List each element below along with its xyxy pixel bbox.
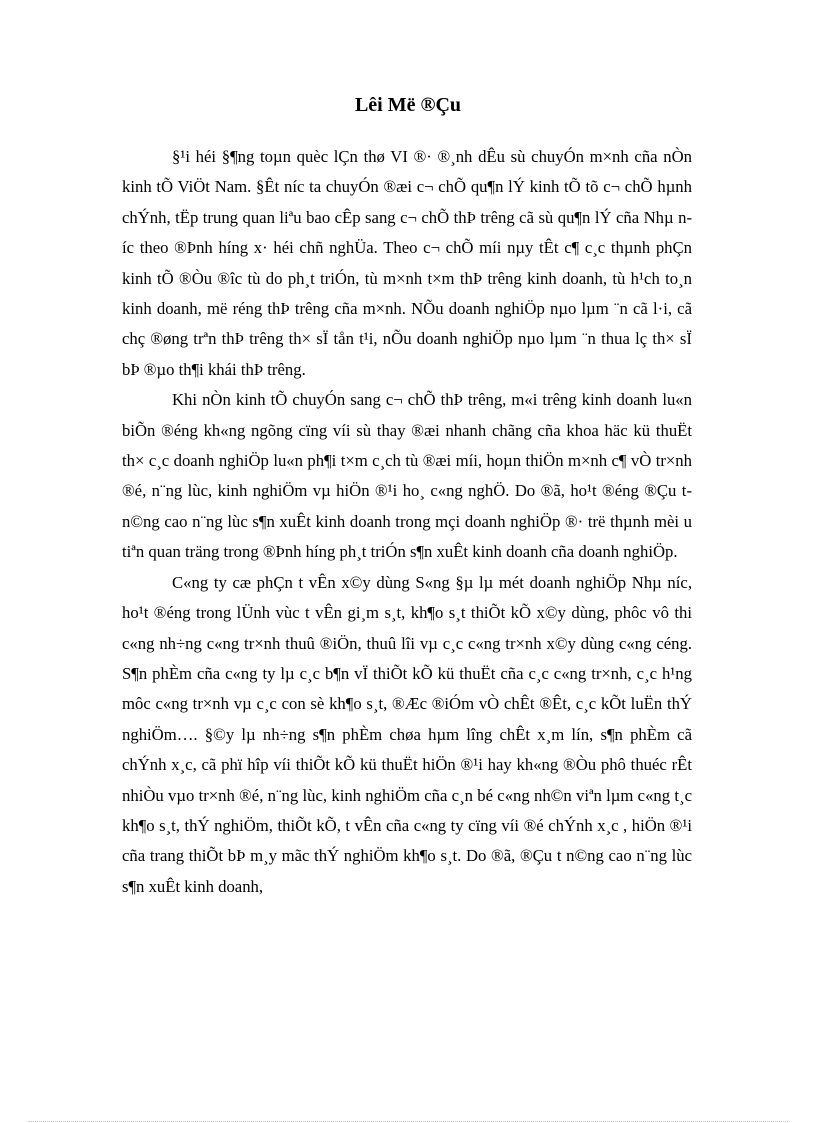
body-text <box>122 142 692 902</box>
page-bottom-divider <box>28 1121 788 1122</box>
paragraph-3: C«ng ty cæ phÇn t vÊn x©y dùng S«ng §µ lµ mét doanh nghiÖp Nhµ níc, ho¹t ®éng trong lÜnh vùc t vÊn gi¸m s¸t, kh¶o s¸t thiÕt kÕ x©y dùng, phôc vô thi c«ng nh÷ng c«ng tr×nh thuû ®iÖn, thuû lîi vµ c¸c c«ng tr×nh x©y dùng c«ng céng. S¶n phÈm cña c«ng ty lµ c¸c b¶n vÏ thiÕt kÕ kü thuËt cña c¸c c«ng tr×nh, c¸c h¹ng môc c«ng tr×nh vµ c¸c con sè kh¶o s¸t, ®Æc ®iÓm vÒ chÊt ®Êt, c¸c kÕt luËn thÝ nghiÖm…. §©y lµ nh÷ng s¶n phÈm chøa hµm lîng chÊt x¸m lín, s¶n phÈm cã chÝnh x¸c, cã phï hîp víi thiÕt kÕ kü thuËt hiÖn ®¹i hay kh«ng ®Òu phô thuéc rÊt nhiÒu vµo tr×nh ®é, n¨ng lùc, kinh nghiÖm cña c¸n bé c«ng nh©n viªn lµm c«ng t¸c kh¶o s¸t, thÝ nghiÖm, thiÕt kÕ, t vÊn cña c«ng ty cïng víi ®é chÝnh x¸c , hiÖn ®¹i cña trang thiÕt bÞ m¸y mãc thÝ nghiÖm kh¶o s¸t. Do ®ã, ®Çu t n©ng cao n¨ng lùc s¶n xuÊt kinh doanh, <box>122 572 692 896</box>
paragraph-1: §¹i héi §¶ng toµn quèc lÇn thø VI ®· ®¸nh dÊu sù chuyÓn m×nh cña nÒn kinh tÕ ViÖt Nam. §Êt níc ta chuyÓn ®æi c¬ chÕ qu¶n lÝ kinh tÕ tõ c¬ chÕ hµnh chÝnh, tËp trung quan liªu bao cÊp sang c¬ chÕ thÞ trêng cã sù qu¶n lÝ cña Nhµ níc theo ®Þnh híng x· héi chñ nghÜa. Theo c¬ chÕ míi nµy tÊt c¶ c¸c thµnh phÇn kinh tÕ ®Òu ®îc tù do ph¸t triÓn, tù m×nh t×m thÞ trêng kinh doanh, tù h¹ch to¸n kinh doanh, më réng thÞ trêng cña m×nh. NÕu doanh nghiÖp nµo lµm ¨n cã l·i, cã chç ®øng trªn thÞ trêng th× sÏ tån t¹i, nÕu doanh nghiÖp nµo lµm ¨n thua lç th× sÏ bÞ ®µo th¶i khái thÞ trêng. <box>122 147 692 379</box>
paragraph-2: Khi nÒn kinh tÕ chuyÓn sang c¬ chÕ thÞ trêng, m«i trêng kinh doanh lu«n biÕn ®éng kh«ng ngõng cïng víi sù thay ®æi nhanh chãng cña khoa häc kü thuËt th× c¸c doanh nghiÖp lu«n ph¶i t×m c¸ch tù ®æi míi, hoµn thiÖn m×nh c¶ vÒ tr×nh ®é, n¨ng lùc, kinh nghiÖm vµ hiÖn ®¹i ho¸ c«ng nghÖ. Do ®ã, ho¹t ®éng ®Çu t n©ng cao n¨ng lùc s¶n xuÊt kinh doanh trong mçi doanh nghiÖp ®· trë thµnh mèi u tiªn quan träng trong ®Þnh híng ph¸t triÓn s¶n xuÊt kinh doanh cña doanh nghiÖp. <box>122 390 692 562</box>
page-title: Lêi Më ®Çu <box>354 94 462 116</box>
